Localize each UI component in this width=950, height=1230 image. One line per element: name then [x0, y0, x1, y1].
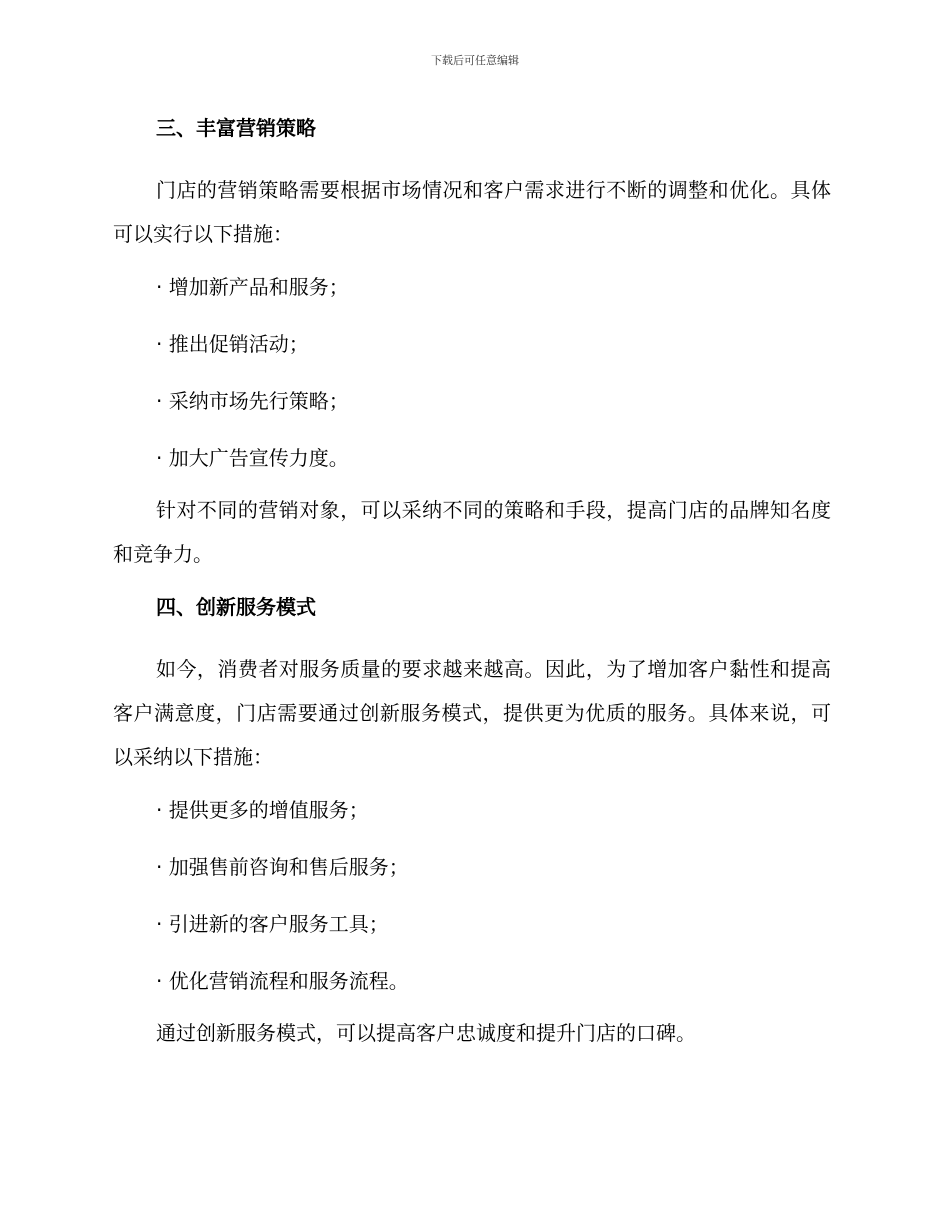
section-conclusion-paragraph: 针对不同的营销对象，可以采纳不同的策略和手段，提高门店的品牌知名度和竞争力。	[113, 498, 831, 566]
list-item: · 加强售前咨询和售后服务；	[156, 855, 409, 879]
section-intro-paragraph: 门店的营销策略需要根据市场情况和客户需求进行不断的调整和优化。具体可以实行以下措施：	[113, 178, 831, 246]
document-body	[113, 110, 831, 1068]
list-item: · 增加新产品和服务；	[156, 275, 349, 299]
section-heading-service: 四、创新服务模式	[156, 595, 316, 619]
list-item: · 优化营销流程和服务流程。	[156, 969, 409, 993]
section-heading-marketing: 三、丰富营销策略	[156, 116, 316, 140]
list-item: · 采纳市场先行策略；	[156, 389, 349, 413]
list-item: · 提供更多的增值服务；	[156, 798, 369, 822]
section-intro-paragraph: 如今，消费者对服务质量的要求越来越高。因此，为了增加客户黏性和提高客户满意度，门店需要通过创新服务模式，提供更为优质的服务。具体来说，可以采纳以下措施：	[113, 657, 831, 769]
section-conclusion-paragraph: 通过创新服务模式，可以提高客户忠诚度和提升门店的口碑。	[156, 1021, 696, 1045]
list-item: · 引进新的客户服务工具；	[156, 912, 389, 936]
list-item: · 推出促销活动；	[156, 332, 309, 356]
page-header-note: 下载后可任意编辑	[431, 54, 519, 67]
list-item: · 加大广告宣传力度。	[156, 446, 349, 470]
